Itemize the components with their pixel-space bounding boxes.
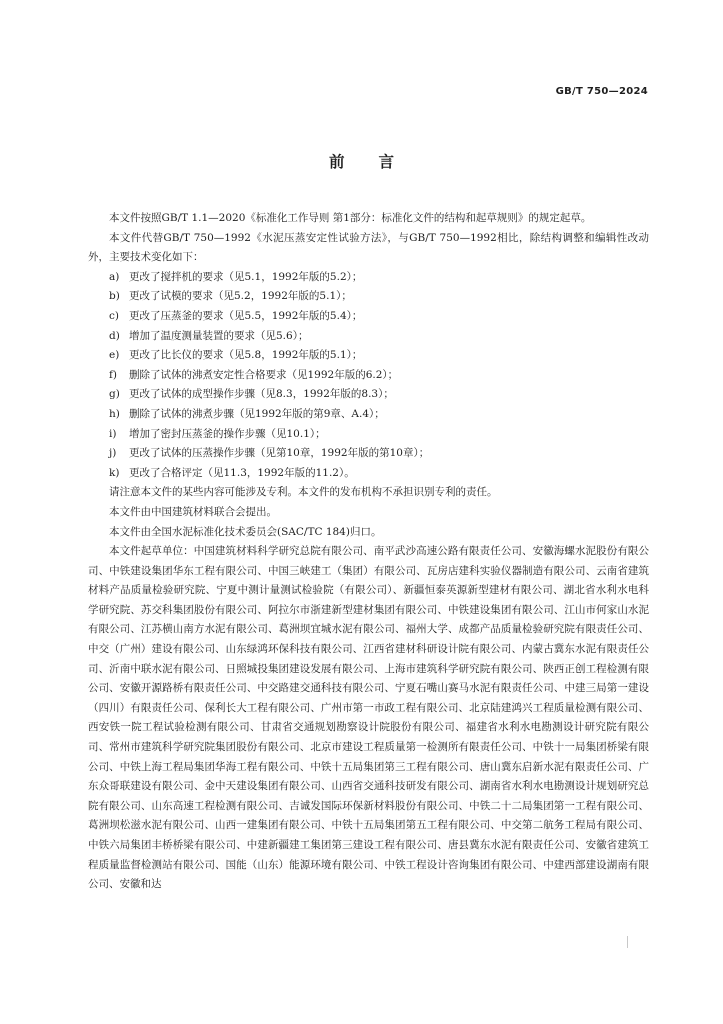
list-item xyxy=(88,444,649,464)
list-item xyxy=(88,425,649,445)
standard-code: GB/T 750—2024 xyxy=(555,86,648,97)
list-item-text: 更改了搅拌机的要求（见5.1，1992年版的5.2）； xyxy=(129,270,363,283)
list-item-text: 删除了试体的沸煮安定性合格要求（见1992年版的6.2）； xyxy=(129,368,399,381)
list-item xyxy=(88,346,649,366)
drafting-units: 本文件起草单位：中国建筑材料科学研究总院有限公司、南平武沙高速公路有限责任公司、安徽海螺水泥股份有限公司、中铁建设集团华东工程有限公司、中国三峡建工（集团）有限公司、瓦房店建科实验仪器制造有限公司、云南省建筑材料产品质量检验研究院、宁夏中测计量测试检验院（有限公司）、新疆恒泰英源新型建材有限公司、湖北省水利水电科学研究院、苏交科集团股份有限公司、阿拉尔市浙建新型建材集团有限公司、中铁建设集团有限公司、江山市何家山水泥有限公司、江苏横山南方水泥有限公司、葛洲坝宜城水泥有限公司、福州大学、成都产品质量检验研究院有限责任公司、中交（广州）建设有限公司、山东绿鸿环保科技有限公司、江西省建材科研设计院有限公司、内蒙古冀东水泥有限责任公司、沂南中联水泥有限公司、日照城投集团建设发展有限公司、上海市建筑科学研究院有限公司、陕西正创工程检测有限公司、安徽开源路桥有限责任公司、中交路建交通科技有限公司、宁夏石嘴山赛马水泥有限责任公司、中建三局第一建设（四川）有限责任公司、保利长大工程有限公司、广州市第一市政工程有限公司、北京陆建鸿兴工程质量检测有限公司、西安铁一院工程试验检测有限公司、甘肃省交通规划勘察设计院股份有限公司、福建省水利水电勘测设计研究院有限公司、常州市建筑科学研究院集团股份有限公司、北京市建设工程质量第一检测所有限责任公司、中铁十一局集团桥梁有限公司、中铁上海工程局集团华海工程有限公司、中铁十五局集团第三工程有限公司、唐山冀东启新水泥有限责任公司、广东众哥联建设有限公司、金中天建设集团有限公司、山西省交通科技研发有限公司、湖南省水利水电勘测设计规划研究总院有限公司、山东高速工程检测有限公司、吉诚发国际环保新材料股份有限公司、中铁二十二局集团第一工程有限公司、葛洲坝松滋水泥有限公司、山西一建集团有限公司、中铁十五局集团第五工程有限公司、中交第二航务工程局有限公司、中铁六局集团丰桥桥梁有限公司、中建新疆建工集团第三建设工程有限公司、唐县冀东水泥有限责任公司、安徽省建筑工程质量监督检测站有限公司、国能（山东）能源环境有限公司、中铁工程设计咨询集团有限公司、中建西部建设湖南有限公司、安徽和达 xyxy=(88,545,649,891)
page-title: 前言 xyxy=(328,153,428,171)
list-item xyxy=(88,464,649,484)
patent-notice: 请注意本文件的某些内容可能涉及专利。本文件的发布机构不承担识别专利的责任。 xyxy=(109,486,498,499)
list-item xyxy=(88,385,649,405)
intro-paragraph: 本文件代替GB/T 750—1992《水泥压蒸安定性试验方法》，与GB/T 750—1992相比，除结构调整和编辑性改动外，主要技术变化如下： xyxy=(88,231,649,264)
changes-list xyxy=(88,268,649,484)
list-item xyxy=(88,366,649,386)
list-marker: j) xyxy=(109,447,117,460)
list-item-text: 更改了试模的要求（见5.2，1992年版的5.1）； xyxy=(129,290,352,303)
list-marker: k) xyxy=(109,466,120,479)
list-marker: h) xyxy=(109,407,120,420)
list-item-text: 增加了密封压蒸釜的操作步骤（见10.1）； xyxy=(129,427,326,440)
document-body xyxy=(88,209,649,895)
list-marker: c) xyxy=(109,309,119,322)
list-item xyxy=(88,327,649,347)
list-item-text: 删除了试体的沸煮步骤（见1992年版的第9章、A.4）； xyxy=(129,407,385,420)
list-item-text: 更改了试体的压蒸操作步骤（见第10章，1992年版的第10章）； xyxy=(129,447,430,460)
list-item-text: 更改了比长仪的要求（见5.8，1992年版的5.1）； xyxy=(129,349,363,362)
page-edge-mark xyxy=(627,936,628,948)
list-marker: g) xyxy=(109,388,120,401)
proposer-statement: 本文件由中国建筑材料联合会提出。 xyxy=(109,505,277,518)
list-item xyxy=(88,268,649,288)
list-marker: d) xyxy=(109,329,120,342)
list-marker: a) xyxy=(109,270,120,283)
list-item xyxy=(88,307,649,327)
list-item-text: 更改了试体的成型操作步骤（见8.3，1992年版的8.3）； xyxy=(129,388,394,401)
list-marker: f) xyxy=(109,368,117,381)
list-item xyxy=(88,405,649,425)
list-item-text: 增加了温度测量装置的要求（见5.6）； xyxy=(129,329,309,342)
list-marker: i) xyxy=(109,427,117,440)
list-marker: b) xyxy=(109,290,120,303)
list-item-text: 更改了压蒸釜的要求（见5.5，1992年版的5.4）； xyxy=(129,309,363,322)
intro-paragraph: 本文件按照GB/T 1.1—2020《标准化工作导则 第1部分：标准化文件的结构和起草规则》的规定起草。 xyxy=(109,212,592,224)
list-item-text: 更改了合格评定（见11.3，1992年版的11.2）。 xyxy=(129,466,355,479)
list-item xyxy=(88,287,649,307)
list-marker: e) xyxy=(109,349,120,362)
committee-statement: 本文件由全国水泥标准化技术委员会(SAC/TC 184)归口。 xyxy=(109,525,382,538)
